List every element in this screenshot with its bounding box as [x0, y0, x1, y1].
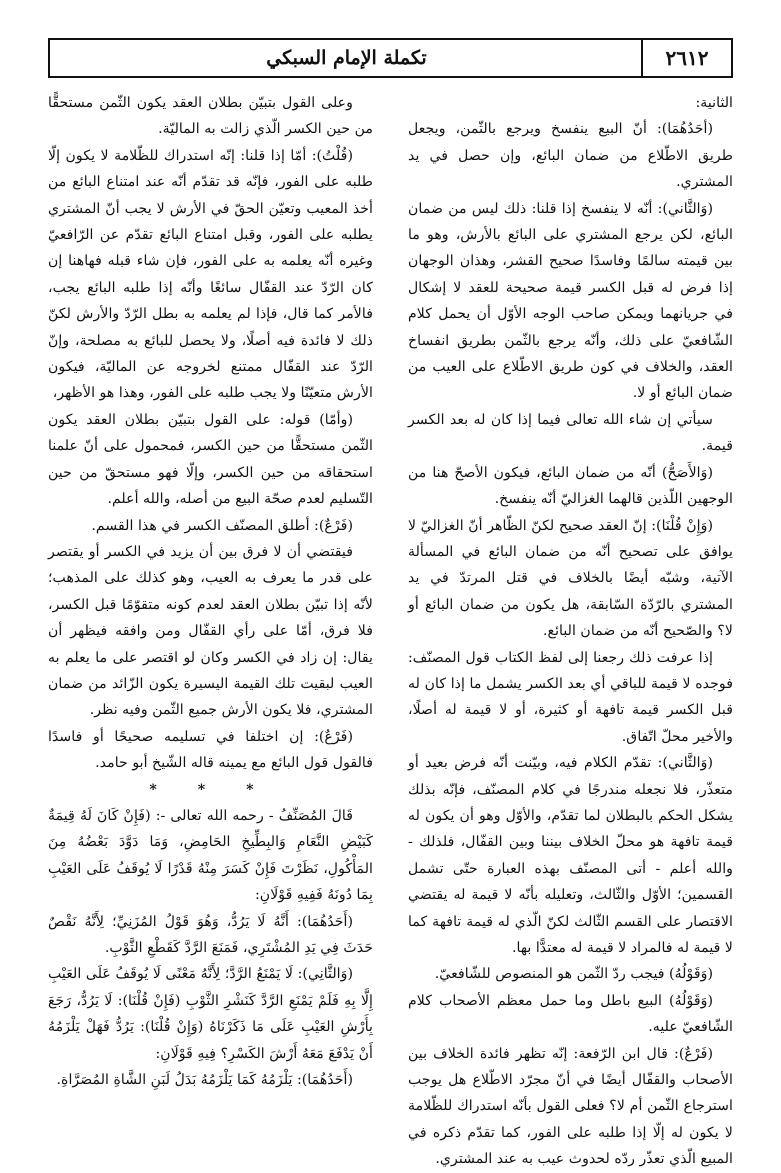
paragraph: (وَالثَّاني): أنّه لا ينفسخ إذا قلنا: ذلك ليس من ضمان البائع، لكن يرجع المشتري على البائع بالأرش، وهو ما بين قيمته سالمًا وفاسدًا صحيح القشر، وهذان الوجهان إذا فرض له قبل الكسر قيمة صحيحة للعقد لا إشكال في جريانهما ويمكن صاحب الوجه الأوّل أن يحمل كلام الشّافعيّ على ذلك، وأنّه يرجع بالثّمن بطريق انفساخ العقد، والخلاف في كون طريق الاطّلاع على العيب من ضمان البائع أو لا.: [408, 200, 733, 402]
page-header: [48, 38, 733, 78]
paragraph: (أحَدُهُمَا): أنّ البيع ينفسخ ويرجع بالثّمن، ويجعل طريق الاطّلاع من ضمان البائع، وإن حصل في يد المشتري.: [408, 121, 733, 191]
paragraph: قَالَ المُصَنِّفُ - رحمه الله تعالى -: (فَإِنْ كَانَ لَهُ قِيمَةٌ كَبَيْضِ النَّعَامِ وَالبِطِّيخِ الحَامِضِ، وَمَا دَوَّدَ بَعْضُهُ مِنَ المَأْكُولِ، نَظَرْتَ فَإِنْ كَسَرَ مِنْهُ قَدْرًا لَا يُوقَفُ عَلَى العَيْبِ بِمَا دُونَهُ فَفِيهِ قَوْلَانِ:: [48, 807, 373, 904]
paragraph: (أَحَدُهُمَا): يَلْزَمُهُ كَمَا يَلْزَمُهُ بَدَلُ لَبَنِ الشَّاةِ المُصَرَّاةِ.: [56, 1072, 353, 1089]
paragraph: (فَرْعٌ): قال ابن الرّفعة: إنّه تظهر فائدة الخلاف بين الأصحاب والقفّال أيضًا في أنّ مجرّد الاطّلاع هل يوجب استرجاع الثّمن أم لا؟ فعلى القول بأنّه استدراك للظّلامة لا يكون له إلّا إذا طلبه على الفور، كما تقدّم ذكره في المبيع الّذي تعذّر ردّه لحدوث عيب به عند المشتري.: [408, 1045, 733, 1168]
right-column: [408, 90, 733, 1168]
paragraph: (وأمّا) قوله: على القول بتبيّن بطلان العقد يكون الثّمن مستحقًّا من حين الكسر، فمحمول على أنّ علمنا استحقاقه من حين الكسر، وإلّا فهو مستحقّ من حين التّسليم لعدم صحّة البيع من أصله، والله أعلم.: [48, 411, 373, 508]
paragraph: الثانية:: [695, 95, 733, 111]
paragraph: (أَحَدُهُمَا): أَنَّهُ لَا يَرُدُّ، وَهُوَ قَوْلُ المُزَنِيِّ؛ لِأَنَّهُ نَقْصٌ حَدَثَ فِي يَدِ المُشْتَرِي، فَمَنَعَ الرَّدَّ كَقَطْعِ الثَّوْبِ.: [48, 913, 373, 956]
paragraph: (وَالثَّاني): تقدّم الكلام فيه، وبيّنت أنّه فرض بعيد أو متعذّر، فلا نجعله مندرجًا في كلام المصنّف، فإنّه بذلك يشكل الحكم بالبطلان لما تقدّم، والأوّل وهو أن يكون له قيمة تافهة هو محلّ الخلاف بيننا وبين القفّال، فلذلك - والله أعلم - أتى المصنّف بهذه العبارة حتّى تشمل القسمين؛ الأوّل والثّالث، وتعليله بأنّه لا قيمة له يقتضي الاقتصار على القسم الثّالث لكنّ الّذي له قيمة تافهة كما لا قيمة له فالمراد لا قيمة له معتدًّا بها.: [408, 755, 733, 956]
paragraph: سيأتي إن شاء الله تعالى فيما إذا كان له بعد الكسر قيمة.: [408, 411, 733, 455]
paragraph: (وَقَوْلُهُ) فيجب ردّ الثّمن هو المنصوص للشّافعيّ.: [434, 966, 713, 983]
page-number: ٢٦١٢: [641, 40, 731, 76]
paragraph: (وَإِنْ قُلْنَا): إنّ العقد صحيح لكنّ الظّاهر أنّ الغزاليّ لا يوافق على تصحيح أنّه من ضمان البائع في المسألة الآتية، وشبّه أيضًا بالخلاف في قتل المرتدّ في يد المشتري بالرّدّة السّابقة، هل يكون من ضمان البائع أو لا؟ والصّحيح أنّه من ضمان البائع.: [408, 517, 733, 640]
paragraph: (فَرْعٌ): إن اختلفا في تسليمه صحيحًا أو فاسدًا فالقول قول البائع مع يمينه قاله الشّيخ أبو حامد.: [48, 728, 373, 772]
paragraph: (قُلْتُ): أمّا إذا قلنا: إنّه استدراك للظّلامة لا يكون إلّا طلبه على الفور، فإنّه قد تقدّم أنّه عند امتناع البائع من أخذ المعيب وتعيّن الحقّ في الأرش لا يجب أنّ المشتري يطلبه على الفور، وقبل امتناع البائع تقدّم عن الرّافعيّ وغيره أنّه يعلمه به على الفور، فإن شاء قبله فهاهنا إن كان الرّدّ عند القفّال سائغًا وأنّه إذا طلبه البائع يجب، فالأمر كما قال، فإذا لم يعلمه به بطل الرّدّ والأرش لكنّ ذلك لا فائدة فيه أصلًا، ولا يحصل للبائع به مصلحة، وإنّ الرّدّ عند القفّال ممتنع لخروجه عن الماليّة، فيكون الأرش متعيّنًا ولا يجب طلبه على الفور، وهذا هو الأظهر،: [48, 147, 373, 402]
left-column: [48, 90, 373, 1090]
paragraph: (وَالأَصَحُّ) أنّه من ضمان البائع، فيكون الأصحّ هنا من الوجهين اللّذين قالهما الغزاليّ أنّه ينفسخ.: [408, 464, 733, 508]
paragraph: (وَالثَّانِي): لَا يَمْنَعُ الرَّدَّ؛ لِأَنَّهُ مَعْنًى لَا يُوقَفُ عَلَى العَيْبِ إِلَّا بِهِ فَلَمْ يَمْنَعِ الرَّدَّ كَنَشْرِ الثَّوْبِ (فَإِنْ قُلْنَا): لَا يَرُدُّ، رَجَعَ بِأَرْشِ العَيْبِ عَلَى مَا ذَكَرْنَاهُ (وَإِنْ قُلْنَا): يَرُدُّ فَهَلْ يَلْزَمُهُ أَنْ يَدْفَعَ مَعَهُ أَرْشَ الكَسْرِ؟ فِيهِ قَوْلَانِ:: [48, 966, 373, 1062]
book-title: تكملة الإمام السبكي: [266, 47, 427, 69]
paragraph: فيقتضي أن لا فرق بين أن يزيد في الكسر أو يقتصر على قدر ما يعرف به العيب، وهو كذلك على المذهب؛ لأنّه إذا تبيّن بطلان العقد لعدم كونه متقوّمًا قبل الكسر، فلا فرق، أمّا على رأي القفّال ومن وافقه فيظهر أن يقال: إن زاد في الكسر وكان لو اقتصر على ما يعلم به العيب لبقيت تلك القيمة اليسيرة يكون الزّائد من ضمان المشتري، فلا يكون الأرش جميع الثّمن وفيه نظر.: [48, 543, 373, 719]
paragraph: إذا عرفت ذلك رجعنا إلى لفظ الكتاب قول المصنّف: فوجده لا قيمة للباقي أي بعد الكسر يشمل ما إذا كان له قبل الكسر قيمة تافهة أو كثيرة، أو لا قيمة له أصلًا، والأخير محلّ اتّفاق.: [408, 649, 733, 745]
section-divider: * * *: [149, 781, 272, 798]
paragraph: وعلى القول بتبيّن بطلان العقد يكون الثّمن مستحقًّا من حين الكسر الّذي زالت به الماليّة.: [48, 95, 373, 138]
paragraph: (وَقَوْلُهُ) البيع باطل وما حمل معظم الأصحاب كلام الشّافعيّ عليه.: [408, 992, 733, 1036]
page-body: [48, 90, 733, 1168]
paragraph: (فَرْعٌ): أطلق المصنّف الكسر في هذا القسم.: [91, 517, 353, 534]
